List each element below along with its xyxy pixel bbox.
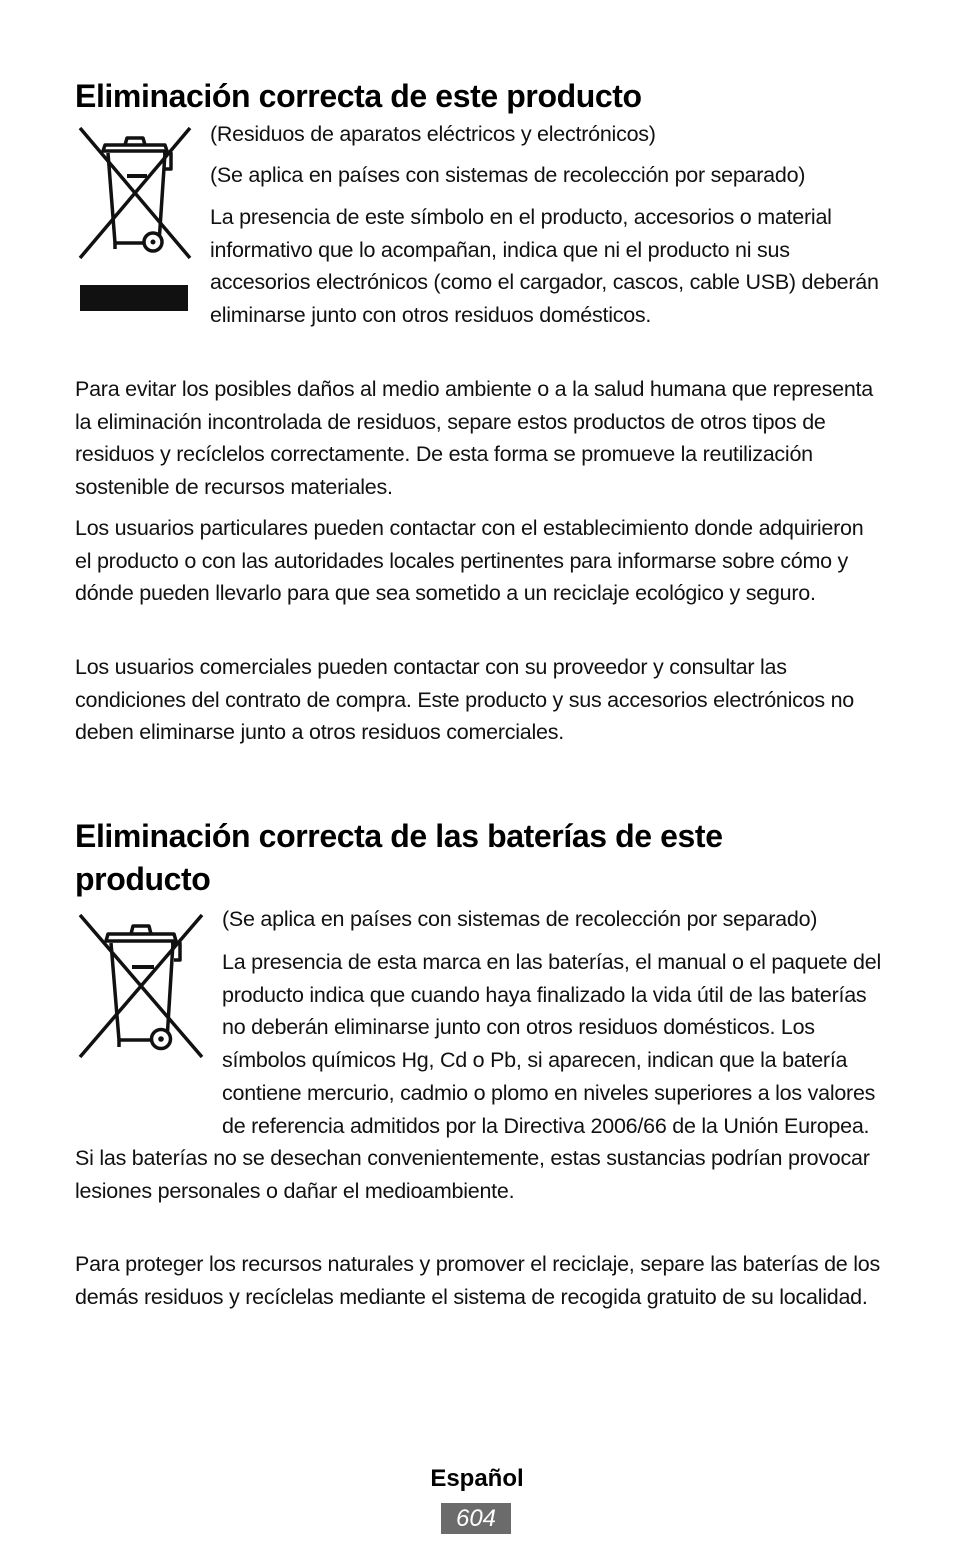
icon-spacer [75,946,222,1110]
paragraph: (Residuos de aparatos eléctricos y electrónicos) [210,122,656,146]
section-title-product-disposal: Eliminación correcta de este producto [75,78,642,114]
paragraph: (Se aplica en países con sistemas de recolección por separado) [210,163,806,187]
footer-language: Español [430,1465,524,1492]
paragraph: Para proteger los recursos naturales y promover el reciclaje, separe las baterías de los demás residuos y recíclelas mediante el sistema de recogida gratuito de su localidad. [75,1252,880,1309]
paragraph-text: La presencia de esta marca en las baterías, el manual o el paquete del producto indica que cuando haya finalizado la vida útil de las baterías no deberán eliminarse junto con otros residuos domésticos. Los símbolos químicos Hg, Cd o Pb, si aparecen, indican que la batería contiene mercurio, cadmio o plomo en niveles superiores a los valores de referencia admitidos por la Directiva 2006/66 de la Unión Europea. Si las baterías no se desechan convenientemente, estas sustancias podrían provocar lesiones personales o dañar el medioambiente. [75,950,881,1203]
page-number: 604 [441,1503,511,1534]
crossed-out-wheelie-bin-icon [75,123,195,263]
paragraph: (Se aplica en países con sistemas de recolección por separado) [222,907,818,931]
paragraph [75,946,885,1208]
section-title-battery-disposal: Eliminación correcta de las baterías de este producto [75,818,723,897]
paragraph: Los usuarios comerciales pueden contactar con su proveedor y consultar las condiciones del contrato de compra. Este producto y sus accesorios electrónicos no deben eliminarse junto a otros residuos comerciales. [75,655,855,745]
solid-bar-icon [80,285,188,311]
paragraph: La presencia de este símbolo en el producto, accesorios o material informativo que lo acompañan, indica que ni el producto ni sus accesorios electrónicos (como el cargador, cascos, cable USB) deberán eliminarse junto con otros residuos domésticos. [210,205,879,328]
paragraph: Los usuarios particulares pueden contactar con el establecimiento donde adquirieron el producto o con las autoridades locales pertinentes para informarse sobre cómo y dónde pueden llevarlo para que sea sometido a un reciclaje ecológico y seguro. [75,516,864,606]
paragraph: Para evitar los posibles daños al medio ambiente o a la salud humana que representa la eliminación incontrolada de residuos, separe estos productos de otros tipos de residuos y recíclelos correctamente. De esta forma se promueve la reutilización sostenible de recursos materiales. [75,377,873,500]
